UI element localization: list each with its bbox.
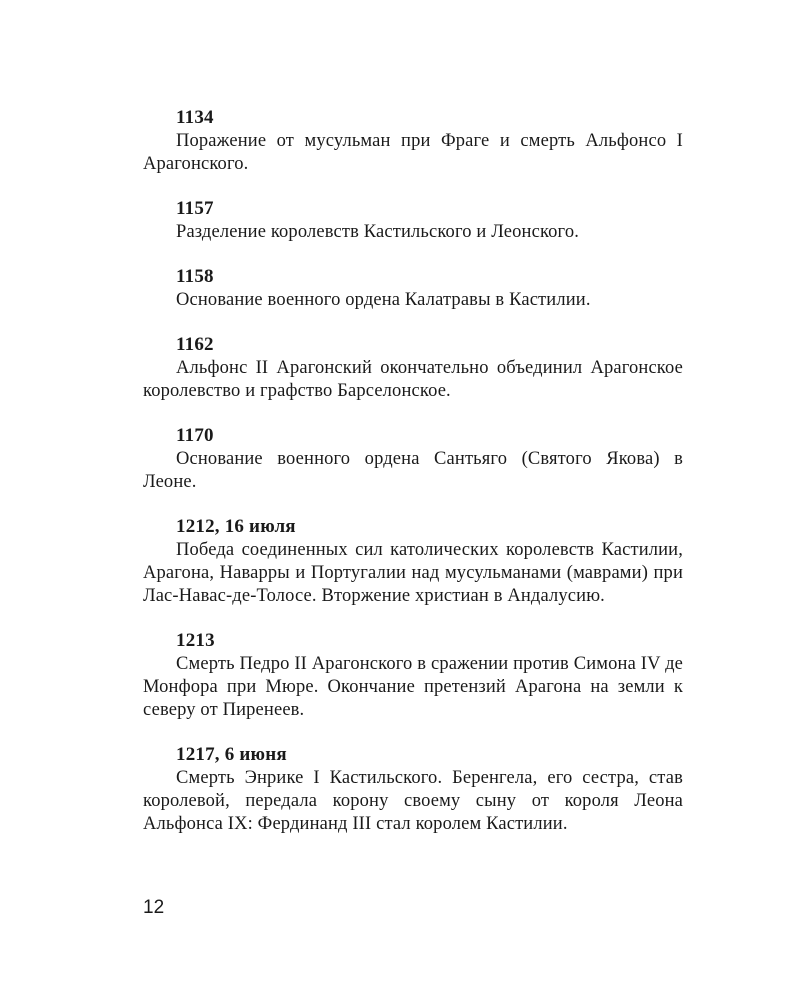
entry-year: 1213 — [176, 630, 215, 651]
chronology-entry-1217 — [143, 743, 683, 836]
chronology-entry-1170 — [143, 424, 683, 494]
page-number: 12 — [143, 897, 165, 918]
chronology-entry-1157 — [143, 197, 683, 244]
entry-text: Основание военного ордена Калатравы в Кастилии. — [176, 290, 591, 310]
chronology-entry-1212 — [143, 515, 683, 608]
entry-year: 1162 — [176, 334, 214, 355]
chronology-entry-1162 — [143, 333, 683, 403]
chronology-entry-1134 — [143, 106, 683, 176]
chronology-page — [143, 106, 683, 857]
entry-text: Альфонс II Арагонский окончательно объединил Арагонское королевство и графство Барселонское. — [143, 358, 683, 401]
entry-year: 1158 — [176, 266, 214, 287]
entry-text: Победа соединенных сил католических королевств Кастилии, Арагона, Наварры и Португалии над мусульманами (маврами) при Лас-Навас-де-Толосе. Вторжение христиан в Андалусию. — [143, 540, 683, 606]
entry-year: 1217, 6 июня — [176, 744, 287, 765]
entry-year: 1170 — [176, 425, 214, 446]
entry-text: Основание военного ордена Сантьяго (Святого Якова) в Леоне. — [143, 449, 683, 492]
entry-text: Разделение королевств Кастильского и Леонского. — [176, 222, 580, 242]
entry-text: Поражение от мусульман при Фраге и смерть Альфонсо I Арагонского. — [143, 131, 683, 174]
entry-year: 1212, 16 июля — [176, 516, 296, 537]
entry-year: 1157 — [176, 198, 214, 219]
entry-text: Смерть Энрике I Кастильского. Беренгела, его сестра, став королевой, передала корону своему сыну от короля Леона Альфонса IX: Фердинанд III стал королем Кастилии. — [143, 768, 683, 834]
chronology-entry-1158 — [143, 265, 683, 312]
entry-text: Смерть Педро II Арагонского в сражении против Симона IV де Монфора при Мюре. Окончание претензий Арагона на земли к северу от Пиренеев. — [143, 654, 683, 720]
chronology-entry-1213 — [143, 629, 683, 722]
entry-year: 1134 — [176, 107, 214, 128]
